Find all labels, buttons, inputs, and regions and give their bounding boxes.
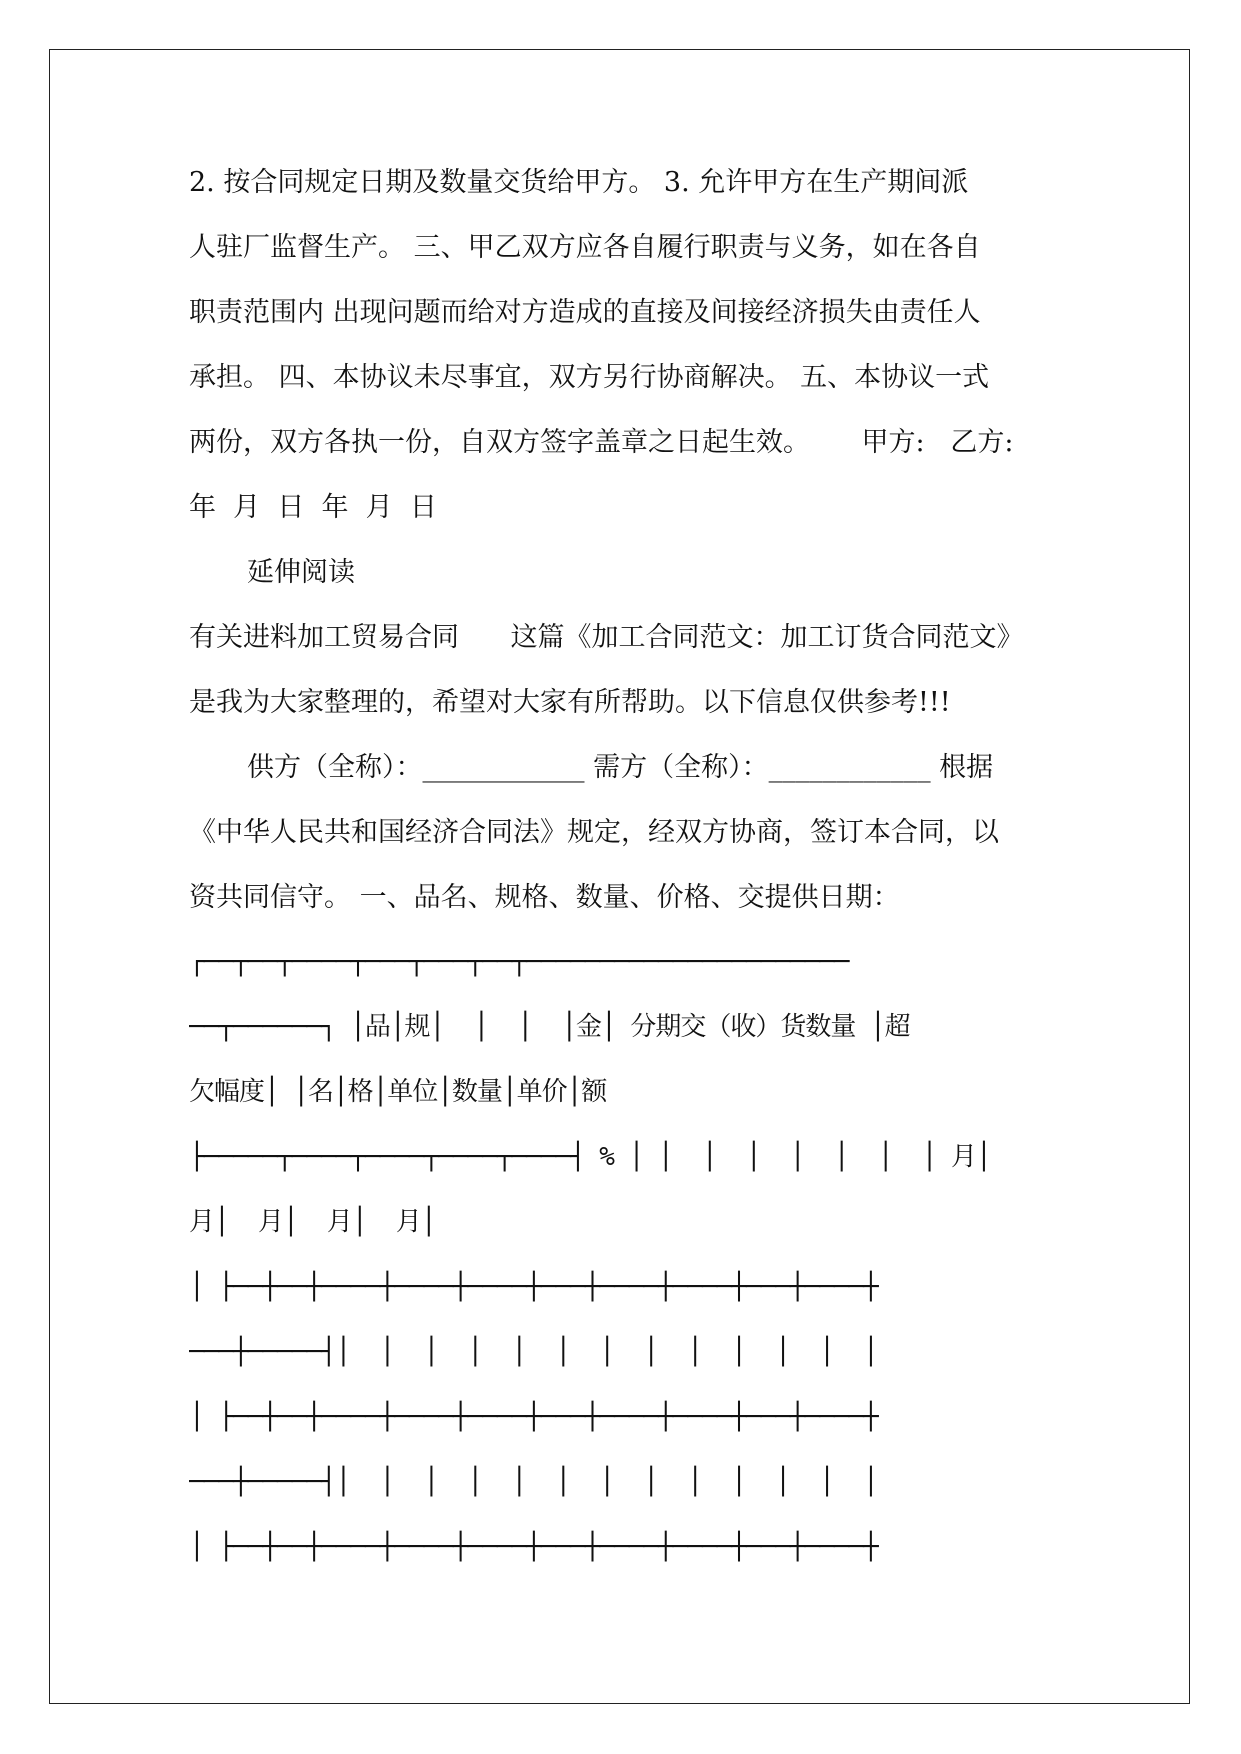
table-row-line: ───┼─────┤│ │ │ │ │ │ │ │ │ │ │ │ │ [189, 1467, 878, 1497]
table-header-line: 欠幅度│ │名│格│单位│数量│单价│额 [189, 1077, 607, 1107]
text-line: 承担。 四、本协议未尽事宜，双方另行协商解决。 五、本协议一式 [189, 362, 990, 393]
text-line: 职责范围内 出现问题而给对方造成的直接及间接经济损失由责任人 [189, 297, 981, 328]
text-line: 人驻厂监督生产。 三、甲乙双方应各自履行职责与义务，如在各自 [189, 232, 981, 263]
table-row-line: │ ├──┼──┼────┼────┼────┼───┼────┼────┼───┼────┼ [189, 1272, 878, 1302]
text-line: 2. 按合同规定日期及数量交货给甲方。 3. 允许甲方在生产期间派 [189, 167, 969, 198]
signature-line: 两份，双方各执一份，自双方签字盖章之日起生效。 甲方: 乙方: [189, 427, 1014, 458]
date-line: 年 月 日 年 月 日 [189, 492, 437, 523]
text-line: 资共同信守。 一、品名、规格、数量、价格、交提供日期： [189, 882, 900, 913]
parties-line: 供方（全称）：____________ 需方（全称）：____________ 根据 [247, 752, 994, 783]
table-header-line: ├─────┬────┬────┬────┬────┤ % │ │ │ │ │ │ │ │ 月│ [189, 1142, 991, 1172]
document-body [189, 150, 1069, 1580]
table-row-line: ───┼─────┤│ │ │ │ │ │ │ │ │ │ │ │ │ [189, 1337, 878, 1367]
table-row-line: │ ├──┼──┼────┼────┼────┼───┼────┼────┼───┼────┼ [189, 1532, 878, 1562]
table-header-line: ──┬──────┐ │品│规│ │ │ │金│ 分期交（收）货数量 │超 [189, 1012, 910, 1042]
section-heading: 延伸阅读 [247, 557, 355, 588]
text-line: 是我为大家整理的，希望对大家有所帮助。以下信息仅供参考!!! [189, 687, 951, 718]
text-line: 有关进料加工贸易合同 这篇《加工合同范文：加工订货合同范文》 [189, 622, 1024, 653]
table-row-line: │ ├──┼──┼────┼────┼────┼───┼────┼────┼───┼────┼ [189, 1402, 878, 1432]
table-header-line: 月│ 月│ 月│ 月│ [189, 1207, 436, 1237]
text-line: 《中华人民共和国经济合同法》规定，经双方协商，签订本合同，以 [189, 817, 999, 848]
table-border-line: ┌──┬──┬────┬───┬───┬──┬────────────────────── [189, 947, 849, 977]
